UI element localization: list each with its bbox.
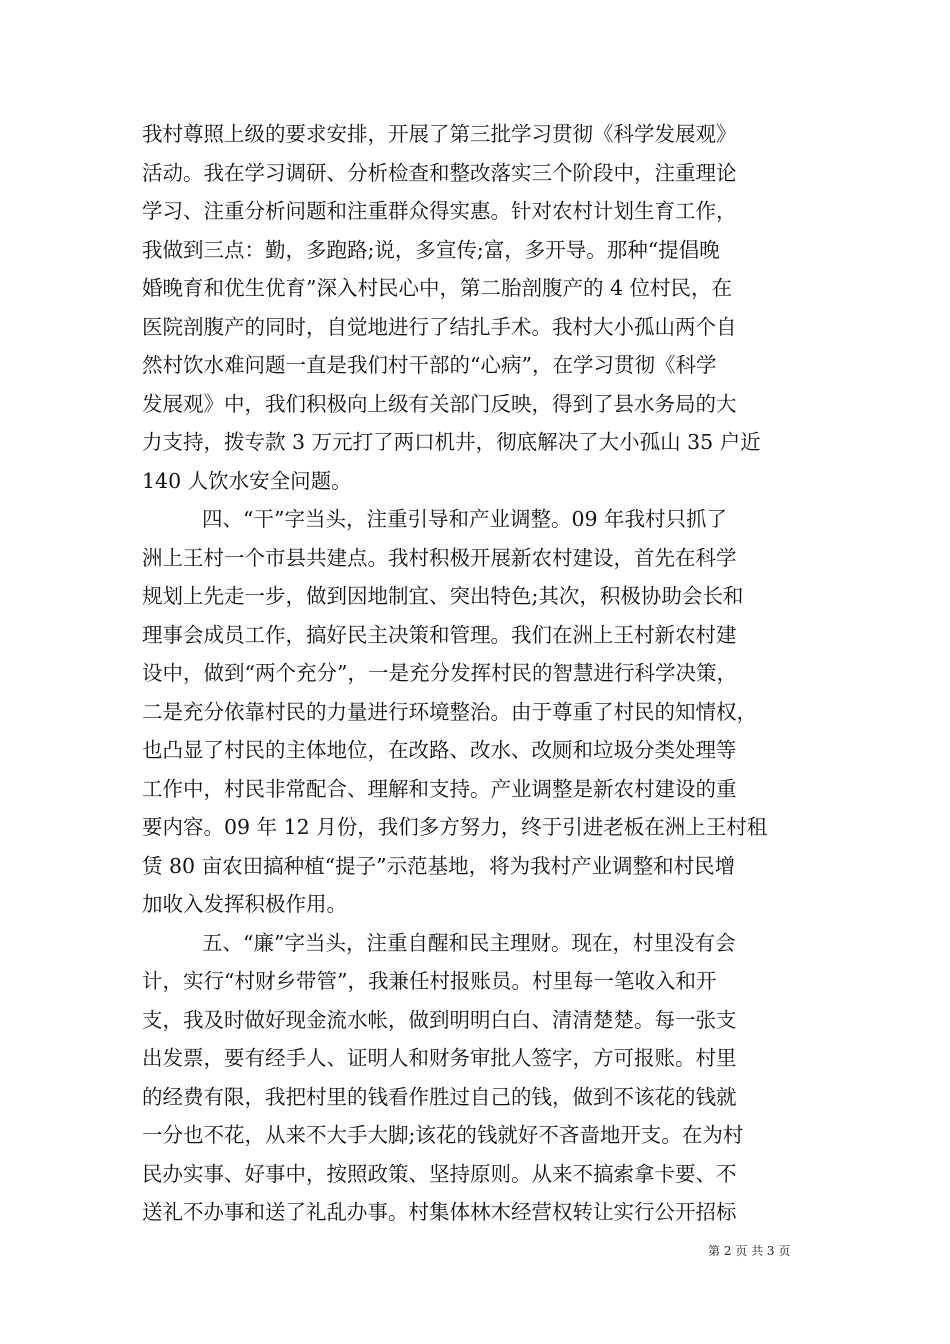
text-line: 支，我及时做好现金流水帐，做到明明白白、清清楚楚。每一张支 (142, 1007, 737, 1032)
text-line: 送礼不办事和送了礼乱办事。村集体林木经营权转让实行公开招标 (142, 1200, 737, 1224)
text-line: 赁 80 亩农田搞种植“提子”示范基地，将为我村产业调整和村民增 (142, 853, 736, 878)
text-line: 然村饮水难问题一直是我们村干部的“心病”，在学习贯彻《科学 (142, 353, 717, 377)
text-line: 二是充分依靠村民的力量进行环境整治。由于尊重了村民的知情权， (142, 699, 757, 724)
text-line: 力支持，拨专款 3 万元打了两口机井，彻底解决了大小孤山 35 户近 (142, 430, 761, 454)
text-line: 规划上先走一步，做到因地制宜、突出特色;其次，积极协助会长和 (142, 584, 744, 608)
text-line: 要内容。09 年 12 月份，我们多方努力，终于引进老板在洲上王村租 (142, 815, 768, 839)
text-line: 婚晚育和优生优育”深入村民心中，第二胎剖腹产的 4 位村民，在 (142, 276, 733, 300)
text-line: 加收入发挥积极作用。 (142, 892, 347, 916)
section-heading-line: 五、“廉”字当头，注重自醒和民主理财。现在，村里没有会 (202, 930, 736, 955)
text-line: 计，实行“村财乡带管”，我兼任村报账员。村里每一笔收入和开 (142, 969, 717, 993)
page-footer (708, 1243, 790, 1259)
text-line: 理事会成员工作，搞好民主决策和管理。我们在洲上王村新农村建 (142, 622, 737, 647)
text-line: 也凸显了村民的主体地位，在改路、改水、改厕和垃圾分类处理等 (142, 738, 737, 762)
text-line: 140 人饮水安全问题。 (142, 468, 352, 493)
text-line: 工作中，村民非常配合、理解和支持。产业调整是新农村建设的重 (142, 776, 737, 801)
text-line: 发展观》中，我们积极向上级有关部门反映，得到了县水务局的大 (142, 391, 737, 416)
text-line: 医院剖腹产的同时，自觉地进行了结扎手术。我村大小孤山两个自 (142, 314, 737, 339)
text-line: 活动。我在学习调研、分析检查和整改落实三个阶段中，注重理论 (142, 160, 737, 185)
text-line: 学习、注重分析问题和注重群众得实惠。针对农村计划生育工作， (142, 199, 737, 223)
text-line: 出发票，要有经手人、证明人和财务审批人签字，方可报账。村里 (142, 1046, 737, 1070)
text-line: 洲上王村一个市县共建点。我村积极开展新农村建设，首先在科学 (142, 545, 737, 570)
section-heading-line: 四、“干”字当头，注重引导和产业调整。09 年我村只抓了 (202, 507, 728, 531)
body-text (142, 115, 812, 1232)
text-line: 的经费有限，我把村里的钱看作胜过自己的钱，做到不该花的钱就 (142, 1084, 737, 1109)
text-line: 民办实事、好事中，按照政策、坚持原则。从来不搞索拿卡要、不 (142, 1161, 737, 1186)
text-line: 我做到三点：勤，多跑路;说，多宣传;富，多开导。那种“提倡晚 (142, 237, 720, 262)
page-number: 第 2 页 共 3 页 (708, 1244, 791, 1258)
text-line: 一分也不花，从来不大手大脚;该花的钱就好不吝啬地开支。在为村 (142, 1123, 744, 1147)
text-line: 设中，做到“两个充分”，一是充分发挥村民的智慧进行科学决策， (142, 661, 737, 685)
text-line: 我村尊照上级的要求安排，开展了第三批学习贯彻《科学发展观》 (142, 122, 737, 146)
